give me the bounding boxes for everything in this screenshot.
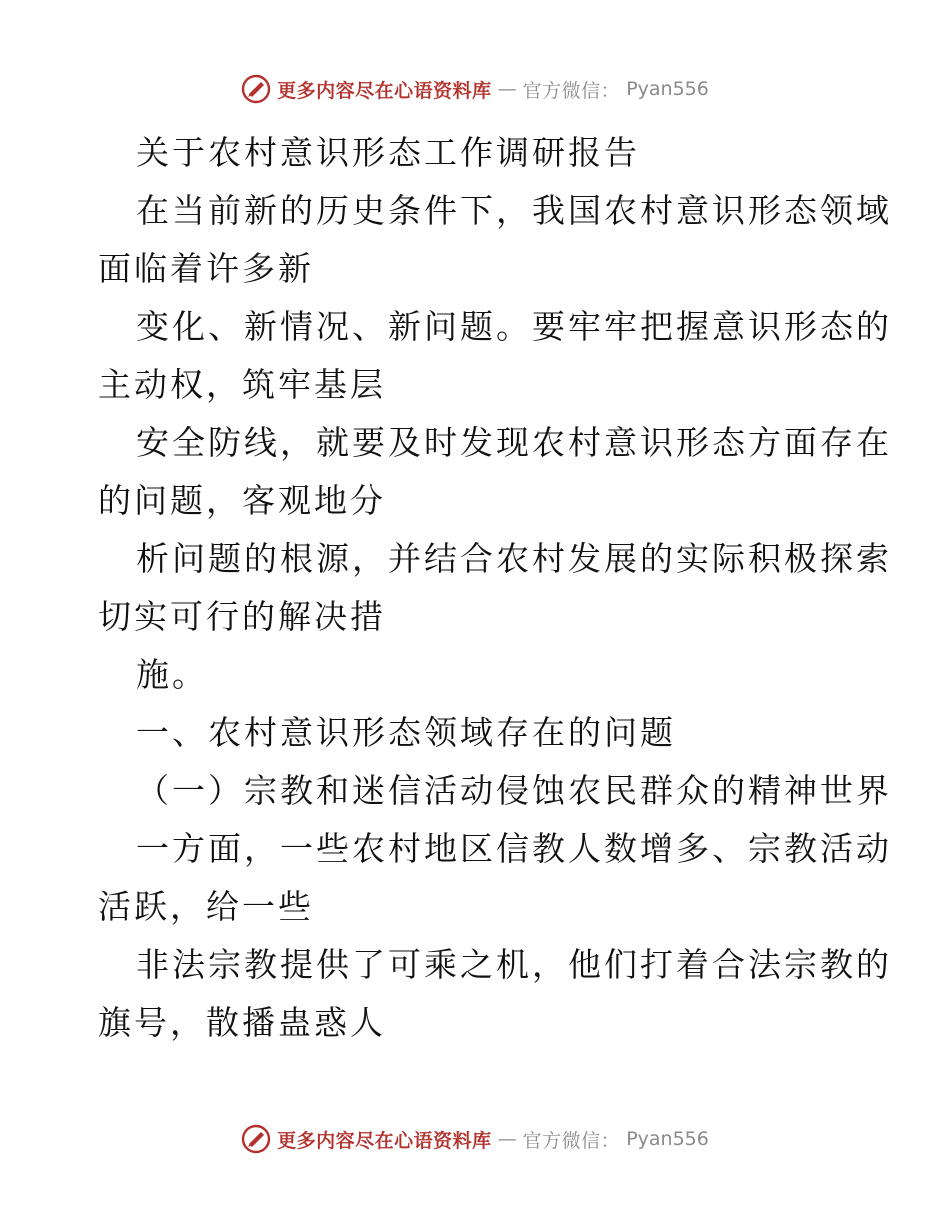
paragraph-line: 一方面，一些农村地区信教人数增多、宗教活动 bbox=[136, 829, 892, 868]
paragraph-line: 切实可行的解决措 bbox=[98, 597, 386, 636]
doc-title: 关于农村意识形态工作调研报告 bbox=[136, 133, 640, 172]
brand-logo-icon bbox=[241, 74, 271, 104]
brand-logo-icon bbox=[241, 1124, 271, 1154]
watermark-brand: 更多内容尽在心语资料库 bbox=[277, 79, 492, 102]
subsection-heading: （一）宗教和迷信活动侵蚀农民群众的精神世界 bbox=[136, 771, 892, 810]
footer-watermark bbox=[0, 1122, 950, 1156]
watermark-label: 官方微信： bbox=[522, 1129, 621, 1152]
watermark-id: Pyan556 bbox=[626, 78, 709, 100]
paragraph-line: 的问题，客观地分 bbox=[98, 481, 386, 520]
watermark-separator: — bbox=[497, 78, 517, 100]
paragraph-line: 在当前新的历史条件下，我国农村意识形态领域 bbox=[136, 191, 892, 230]
header-watermark bbox=[0, 72, 950, 106]
watermark-separator: — bbox=[497, 1128, 517, 1150]
watermark-label: 官方微信： bbox=[522, 79, 621, 102]
paragraph-line: 活跃，给一些 bbox=[98, 887, 314, 926]
document-body bbox=[98, 124, 892, 1052]
paragraph-line: 主动权，筑牢基层 bbox=[98, 365, 386, 404]
paragraph-line: 面临着许多新 bbox=[98, 249, 314, 288]
section-heading: 一、农村意识形态领域存在的问题 bbox=[136, 713, 676, 752]
paragraph-line: 安全防线，就要及时发现农村意识形态方面存在 bbox=[136, 423, 892, 462]
paragraph-line: 变化、新情况、新问题。要牢牢把握意识形态的 bbox=[136, 307, 892, 346]
paragraph-line: 旗号，散播蛊惑人 bbox=[98, 1003, 386, 1042]
paragraph-line: 非法宗教提供了可乘之机，他们打着合法宗教的 bbox=[136, 945, 892, 984]
watermark-id: Pyan556 bbox=[626, 1128, 709, 1150]
watermark-brand: 更多内容尽在心语资料库 bbox=[277, 1129, 492, 1152]
paragraph-line: 析问题的根源，并结合农村发展的实际积极探索 bbox=[136, 539, 892, 578]
paragraph-line: 施。 bbox=[136, 655, 208, 694]
